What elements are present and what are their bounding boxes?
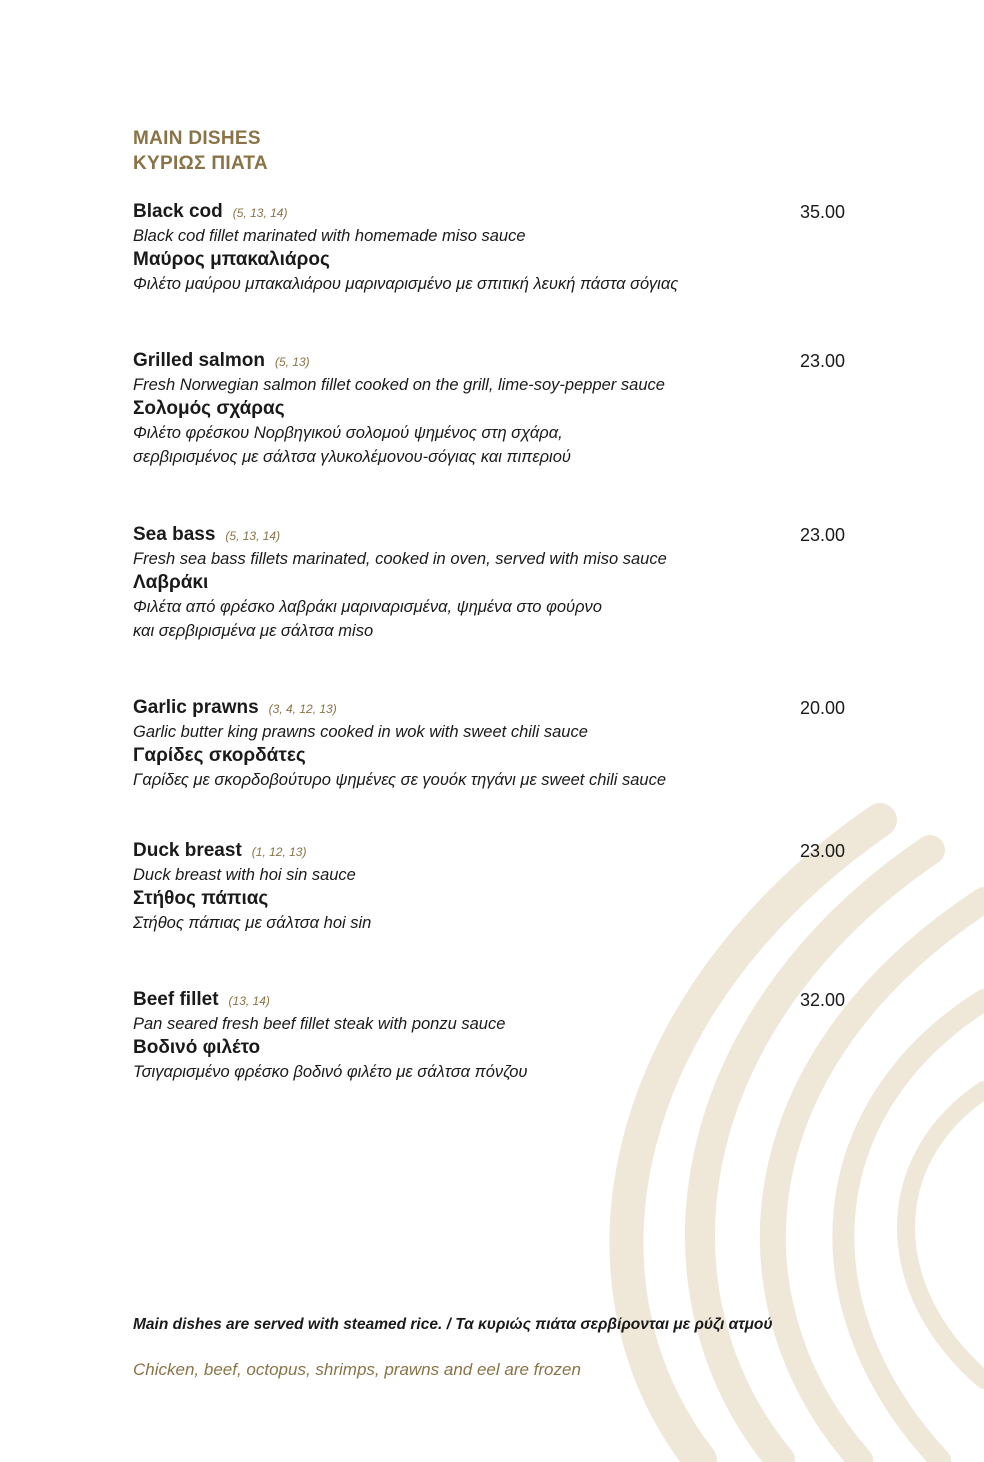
item-price: 35.00 <box>799 202 845 222</box>
item-name: Garlic prawns <box>133 697 259 718</box>
menu-item-grilled-salmon <box>133 349 845 469</box>
item-name: Black cod <box>133 201 223 222</box>
item-allergens: (5, 13) <box>274 355 310 369</box>
item-description-greek: Γαρίδες με σκορδοβούτυρο ψημένες σε γουόκ τηγάνι με sweet chili sauce <box>133 771 667 789</box>
heading-gr: ΚΥΡΙΩΣ ΠΙΑΤΑ <box>133 153 268 174</box>
item-name: Sea bass <box>133 524 216 545</box>
frozen-note: Chicken, beef, octopus, shrimps, prawns and eel are frozen <box>133 1360 581 1379</box>
section-heading <box>133 126 268 176</box>
heading-en: MAIN DISHES <box>133 128 261 149</box>
item-allergens: (5, 13, 14) <box>232 206 288 220</box>
item-allergens: (3, 4, 12, 13) <box>268 702 337 716</box>
item-description: Garlic butter king prawns cooked in wok with sweet chili sauce <box>133 723 588 741</box>
item-description: Fresh sea bass fillets marinated, cooked in oven, served with miso sauce <box>133 550 667 568</box>
menu-item-sea-bass <box>133 523 845 643</box>
item-allergens: (1, 12, 13) <box>251 845 307 859</box>
menu-item-beef-fillet <box>133 988 845 1084</box>
item-description: Pan seared fresh beef fillet steak with ponzu sauce <box>133 1015 506 1033</box>
menu-item-garlic-prawns <box>133 696 845 792</box>
item-description-greek: Φιλέτο μαύρου μπακαλιάρου μαριναρισμένο με σπιτική λευκή πάστα σόγιας <box>133 275 679 293</box>
item-price: 23.00 <box>799 841 845 861</box>
item-price: 23.00 <box>799 351 845 371</box>
item-price: 20.00 <box>799 698 845 718</box>
item-name: Grilled salmon <box>133 350 265 371</box>
rice-note: Main dishes are served with steamed rice. / Τα κυριώς πιάτα σερβίρονται με ρύζι ατμού <box>133 1316 773 1333</box>
item-price: 23.00 <box>799 525 845 545</box>
item-description-greek: σερβιρισμένος με σάλτσα γλυκολέμονου-σόγιας και πιπεριού <box>133 448 571 466</box>
item-description-greek: και σερβιρισμένα με σάλτσα miso <box>133 622 374 640</box>
item-name-greek: Σολομός σχάρας <box>133 398 285 419</box>
item-name-greek: Στήθος πάπιας <box>133 888 269 909</box>
item-description: Black cod fillet marinated with homemade miso sauce <box>133 227 526 245</box>
item-name-greek: Γαρίδες σκορδάτες <box>133 745 306 766</box>
item-name: Beef fillet <box>133 989 219 1010</box>
menu-item-black-cod <box>133 200 845 296</box>
item-description-greek: Στήθος πάπιας με σάλτσα hoi sin <box>133 914 372 932</box>
item-description: Fresh Norwegian salmon fillet cooked on the grill, lime-soy-pepper sauce <box>133 376 665 394</box>
item-description-greek: Τσιγαρισμένο φρέσκο βοδινό φιλέτο με σάλτσα πόνζου <box>133 1063 528 1081</box>
item-description-greek: Φιλέτο φρέσκου Νορβηγικού σολομού ψημένος στη σχάρα, <box>133 424 563 442</box>
item-name-greek: Βοδινό φιλέτο <box>133 1037 261 1058</box>
item-price: 32.00 <box>799 990 845 1010</box>
item-name-greek: Μαύρος μπακαλιάρος <box>133 249 330 270</box>
item-allergens: (5, 13, 14) <box>225 529 281 543</box>
item-description: Duck breast with hoi sin sauce <box>133 866 356 884</box>
menu-item-duck-breast <box>133 839 845 935</box>
item-name: Duck breast <box>133 840 242 861</box>
item-allergens: (13, 14) <box>228 994 270 1008</box>
item-name-greek: Λαβράκι <box>133 572 209 593</box>
item-description-greek: Φιλέτα από φρέσκο λαβράκι μαριναρισμένα, ψημένα στο φούρνο <box>133 598 602 616</box>
